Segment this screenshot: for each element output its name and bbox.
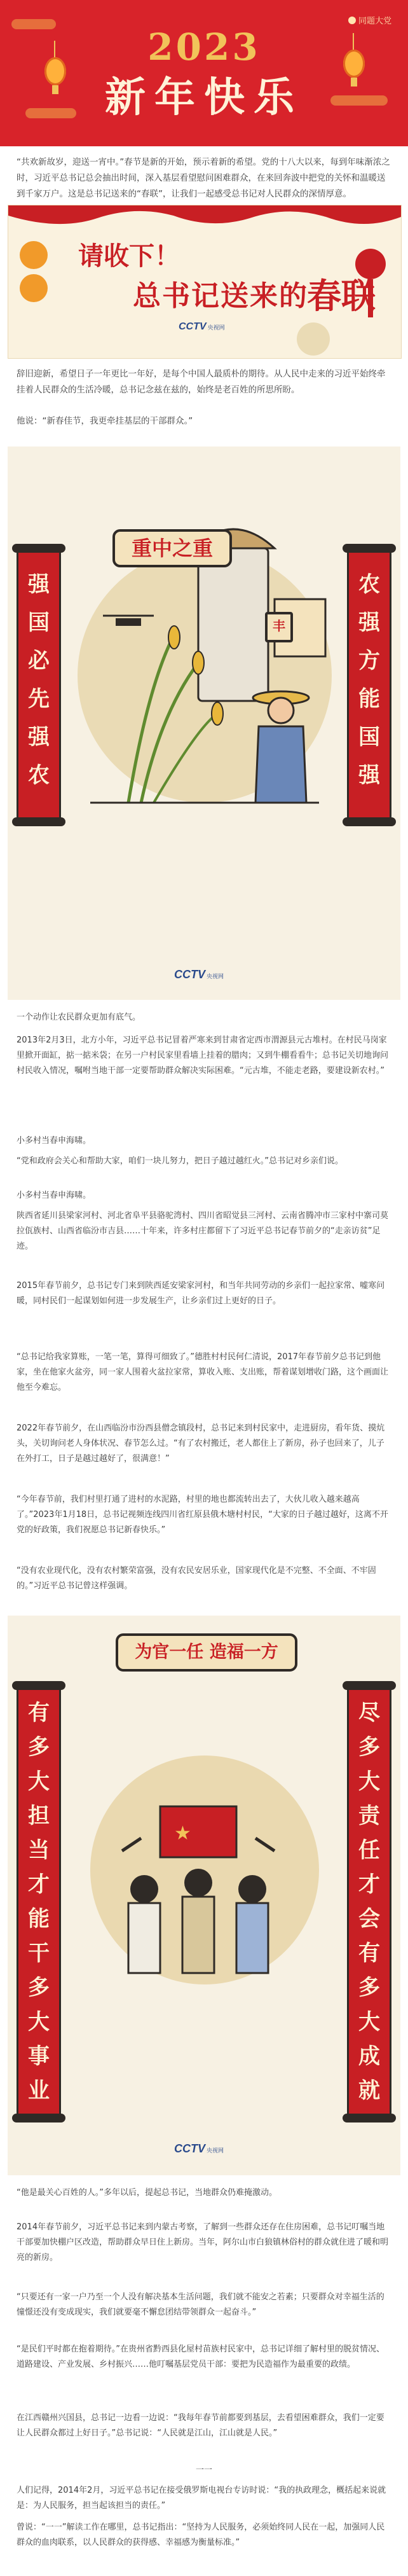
section-divider: 一一: [195, 2465, 212, 2475]
body-paragraph: 陕西省延川县梁家河村、河北省阜平县骆驼湾村、四川省昭觉县三河村、云南省腾冲市三家村中寨司莫拉佤族村、山西省临汾市吉县……十年来，许多村庄都留下了习近平总书记春节前夕的“走亲访贫”足迹。: [17, 1211, 389, 1251]
left-couplet-char: 有: [28, 1700, 50, 1726]
right-couplet-char: 任: [358, 1838, 380, 1863]
left-couplet-char: 农: [28, 763, 50, 788]
body-paragraph: “总书记给我家算账，一笔一笔，算得可细致了。”德胜村村民何仁清说，2017年春节前夕总书记到他家，坐在他家火盆旁，同一家人围着火盆拉家常，算收入账、支出账，帮着谋划增收门路，这个画面让他至今难忘。: [17, 1352, 389, 1392]
people-illustration: [8, 1616, 400, 2175]
svg-text:★: ★: [174, 1822, 191, 1845]
body-paragraph: “没有农业现代化，没有农村繁荣富强，没有农民安居乐业，国家现代化是不完整、不全面、不牢固的。”习近平总书记曾这样强调。: [17, 1566, 376, 1591]
scroll-rod: [343, 2114, 396, 2122]
sign-harvest: 丰: [265, 612, 293, 642]
left-couplet-char: 先: [28, 686, 50, 712]
left-couplet-char: 强: [28, 572, 50, 597]
plaque-governance: 为官一任 造福一方: [116, 1633, 297, 1672]
poster-governance: [8, 1616, 400, 2175]
body-paragraph: “今年春节前，我们村里打通了进村的水泥路，村里的地也都流转出去了，大伙儿收入越来越高了。”2023年1月18日，总书记视频连线四川省红原县俄木塘村村民，“大家的日子越过越好，这离不开党的好政策，我们祝愿总书记新春快乐。”: [17, 1495, 388, 1535]
right-couplet-char: 会: [358, 1906, 380, 1932]
left-couplet-scroll: [17, 548, 61, 822]
left-couplet-char: 担: [28, 1803, 50, 1829]
cctv-logo: [179, 321, 225, 333]
body-paragraph: 2015年春节前夕，总书记专门来到陕西延安梁家河村，和当年共同劳动的乡亲们一起拉家常、嘘寒问暖，同村民们一起谋划如何进一步发展生产，让乡亲们过上更好的日子。: [17, 1281, 385, 1306]
outlet-logo: [348, 14, 391, 26]
body-paragraph: 他说：“新春佳节，我更牵挂基层的干部群众。”: [17, 416, 193, 426]
logo-text: 同题大党: [358, 17, 391, 26]
right-couplet-char: 就: [358, 2078, 380, 2103]
left-couplet-char: 大: [28, 1769, 50, 1794]
intro-paragraph: “共欢新故岁，迎送一宵中。”春节是新的开始，预示着新的希望。党的十八大以来，每到年味渐浓之时，习近平总书记总会抽出时间，深入基层看望慰问困难群众，在来回奔波中把党的关怀和温暖送到千家万户。这是总书记送来的“春联”，让我们一起感受总书记对人民群众的深情厚意。: [17, 157, 390, 199]
right-couplet-char: 成: [358, 2044, 380, 2069]
left-couplet-char: 才: [28, 1872, 50, 1897]
left-couplet-char: 国: [28, 610, 50, 635]
right-couplet-char: 大: [358, 2009, 380, 2035]
right-couplet-char: 能: [358, 686, 380, 712]
right-couplet-char: 方: [358, 648, 380, 674]
left-couplet-char: 多: [28, 1735, 50, 1760]
body-paragraph: “他是最关心百姓的人。”多年以后，提起总书记，当地群众仍难掩激动。: [17, 2188, 277, 2198]
poster-agriculture: [8, 447, 400, 1000]
body-paragraph: “是民们平时都在抱着期待。”在贵州省黔西县化屋村苗族村民家中，总书记详细了解村里的脱贫情况、道路建设、产业发展、乡村振兴……他叮嘱基层党员干部：要把为民造福作为最重要的政绩。: [17, 2344, 384, 2369]
scroll-rod: [12, 817, 65, 826]
left-couplet-char: 干: [28, 1941, 50, 1966]
scroll-rod: [343, 1681, 396, 1690]
right-couplet-char: 大: [358, 1769, 380, 1794]
right-couplet-scroll: [347, 548, 391, 822]
body-paragraph: “只要还有一家一户乃至一个人没有解决基本生活问题，我们就不能安之若素；只要群众对幸福生活的憧憬还没有变成现实，我们就要毫不懈怠团结带领群众一起奋斗。”: [17, 2292, 384, 2317]
left-couplet-char: 多: [28, 1975, 50, 2000]
body-paragraph: 人们记得，2014年2月，习近平总书记在接受俄罗斯电视台专访时说：“我的执政理念，概括起来说就是：为人民服务，担当起该担当的责任。”: [17, 2486, 386, 2510]
cctv-brand: CCTV: [174, 2142, 205, 2155]
poster-headline-couplets: 春联: [307, 275, 376, 316]
right-couplet-scroll: [347, 1686, 391, 2118]
left-couplet-char: 大: [28, 2009, 50, 2035]
right-couplet-char: 责: [358, 1803, 380, 1829]
cctv-brand-sub: 央视网: [207, 2147, 224, 2154]
body-paragraph: 小多村当春申海啸。: [17, 1191, 92, 1200]
right-couplet-char: 农: [358, 572, 380, 597]
right-couplet-char: 多: [358, 1735, 380, 1760]
body-paragraph: 2014年春节前夕，习近平总书记来到内蒙古考察，了解到一些群众还存在住房困难，总书记叮嘱当地干部要加快棚户区改造，帮助群众早日住上新房。当年，阿尔山市白狼镇林俗村的群众就住进了暖和明亮的新房。: [17, 2222, 389, 2262]
left-couplet-char: 事: [28, 2044, 50, 2069]
body-paragraph: 一个动作让农民群众更加有底气。: [17, 1013, 141, 1022]
right-couplet-char: 国: [358, 724, 380, 750]
poster-headline-please-receive: 请收下！: [78, 241, 180, 271]
scroll-rod: [343, 817, 396, 826]
poster-couplets-title: [8, 205, 402, 359]
right-couplet-char: 有: [358, 1941, 380, 1966]
left-couplet-char: 能: [28, 1906, 50, 1932]
scroll-rod: [12, 1681, 65, 1690]
body-paragraph: 小多村当春申海啸。: [17, 1136, 92, 1146]
banner-title: 新年快乐: [105, 74, 303, 121]
left-couplet-scroll: [17, 1686, 61, 2118]
right-couplet-char: 强: [358, 763, 380, 788]
body-paragraph: 2022年春节前夕，在山西临汾市汾西县僧念镇段村，总书记来到村民家中，走进厨房，看年货、摸炕头，关切询问老人身体状况、春节怎么过。“有了农村搬迁，老人都住上了新房，孙子也回来了，儿子在外打工，日子是越过越好了，很满意！”: [17, 1423, 385, 1464]
new-year-banner: [0, 0, 408, 146]
logo-icon: [348, 17, 356, 24]
cctv-logo: [174, 968, 224, 981]
left-couplet-char: 业: [28, 2078, 50, 2103]
cctv-brand-sub: 央视网: [207, 973, 224, 980]
body-paragraph: “党和政府会关心和帮助大家，咱们一块儿努力，把日子越过越红火。”总书记对乡亲们说。: [17, 1156, 343, 1166]
body-paragraph: 辞旧迎新，希望日子一年更比一年好，是每个中国人最质朴的期待。从人民中走来的习近平始终牵挂着人民群众的生活冷暖，总书记念兹在兹的，始终是老百姓的所思所盼。: [17, 369, 386, 395]
right-couplet-char: 才: [358, 1872, 380, 1897]
body-paragraph: 曾说：“一一”解读工作在哪里，总书记指出：“坚持为人民服务，必须始终同人民在一起，加强同人民群众的血肉联系，以人民群众的获得感、幸福感为衡量标准。”: [17, 2523, 385, 2547]
poster-headline-sent-by: 总书记送来的: [133, 280, 308, 312]
scroll-rod: [12, 2114, 65, 2122]
left-couplet-char: 当: [28, 1838, 50, 1863]
left-couplet-char: 必: [28, 648, 50, 674]
cctv-brand-sub: 央视网: [207, 324, 225, 331]
banner-year: 2023: [147, 25, 261, 69]
cctv-logo: [174, 2142, 224, 2156]
scroll-rod: [343, 544, 396, 553]
scroll-rod: [12, 544, 65, 553]
cctv-brand: CCTV: [174, 968, 205, 981]
right-couplet-char: 尽: [358, 1700, 380, 1726]
body-paragraph: 在江西赣州兴国县，总书记一边看一边说：“我每年春节前都要到基层，去看望困难群众，我们一定要让人民群众都过上好日子。”总书记说：“人民就是江山，江山就是人民。”: [17, 2413, 384, 2438]
left-couplet-char: 强: [28, 724, 50, 750]
cctv-brand: CCTV: [179, 321, 207, 332]
right-couplet-char: 多: [358, 1975, 380, 2000]
right-couplet-char: 强: [358, 610, 380, 635]
plaque-priority: 重中之重: [112, 529, 232, 567]
body-paragraph: 2013年2月3日，北方小年，习近平总书记冒着严寒来到甘肃省定西市渭源县元古堆村。在村民马岗家里掀开面缸，掂一掂米袋；在另一户村民家里看墙上挂着的腊肉；又到牛棚看看牛；总书记关切地询问村民收入情况，嘱咐当地干部一定要帮助群众解决实际困难。“元古堆，不能走老路，要建设新农村。”: [17, 1035, 389, 1076]
